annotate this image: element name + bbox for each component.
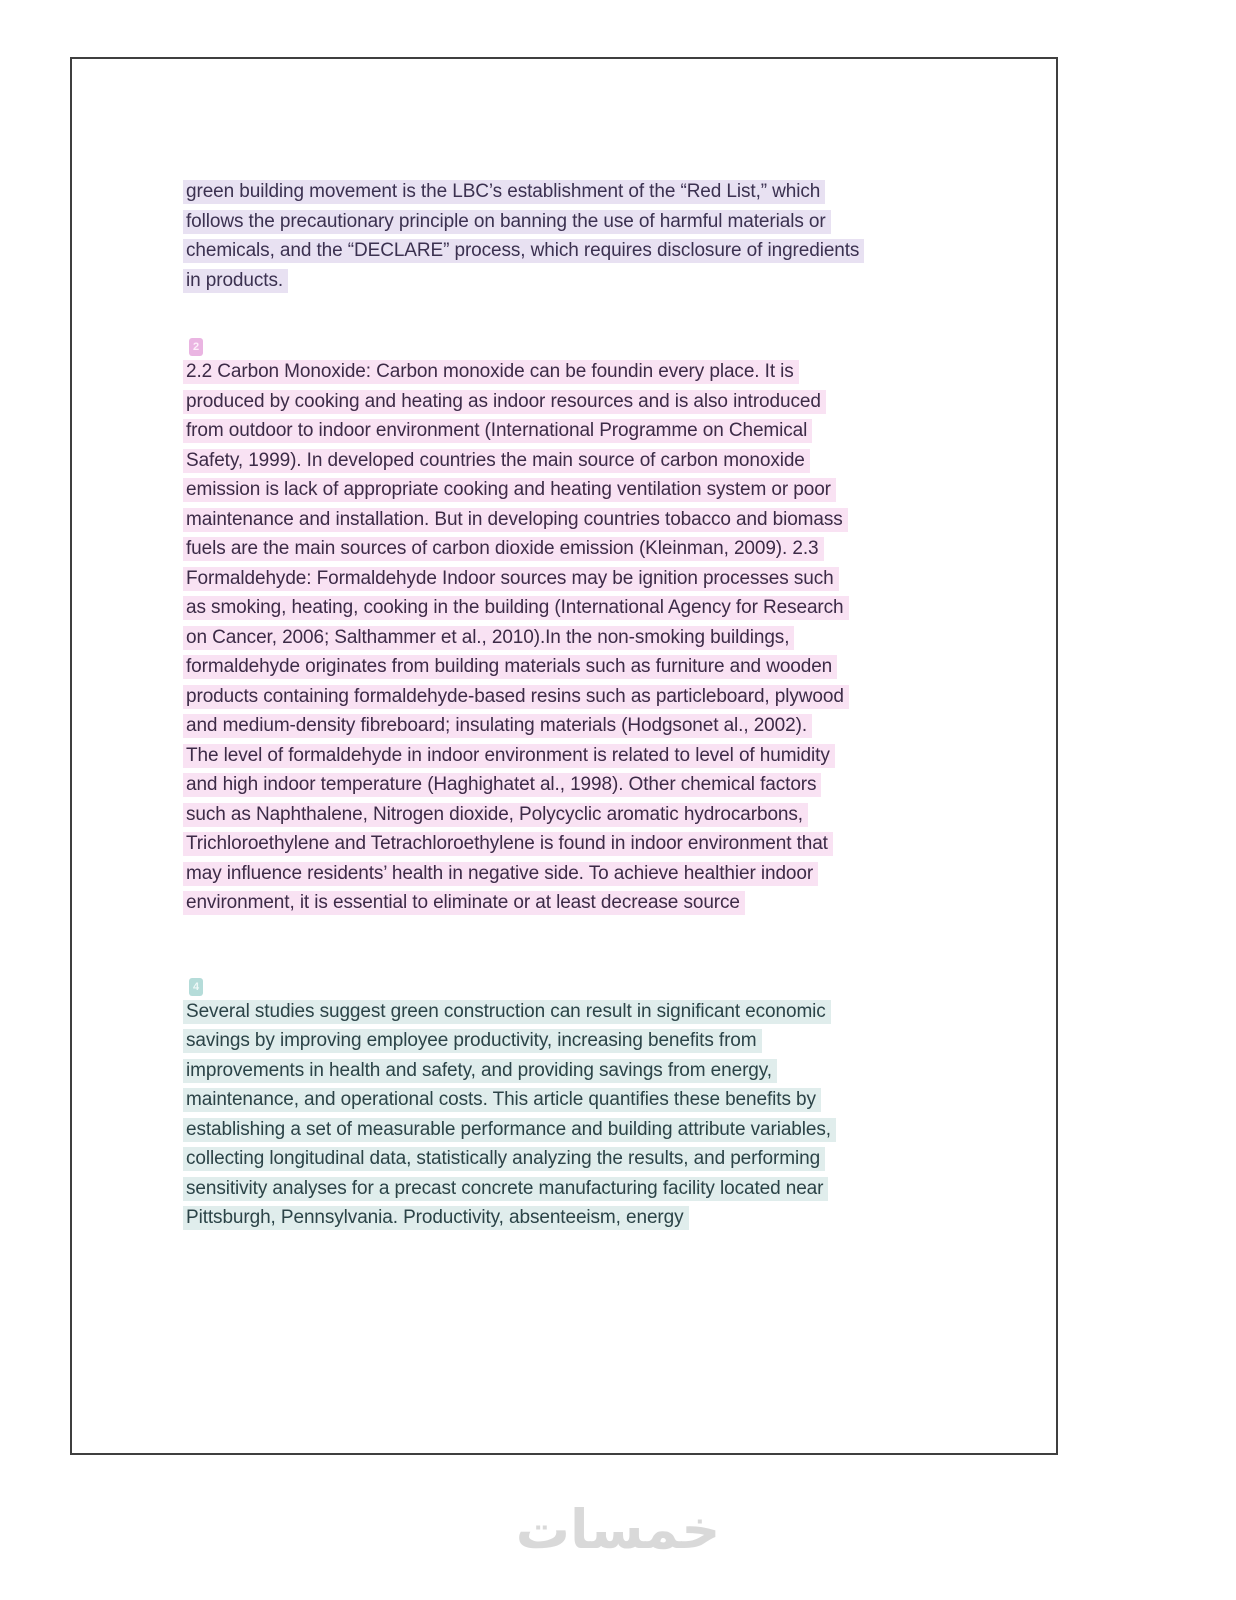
text-line: collecting longitudinal data, statistically analyzing the results, and performing — [183, 1147, 825, 1171]
text-line: in products. — [183, 269, 288, 293]
text-line: fuels are the main sources of carbon dioxide emission (Kleinman, 2009). 2.3 — [183, 537, 824, 561]
text-line: establishing a set of measurable performance and building attribute variables, — [183, 1118, 836, 1142]
khamsat-watermark: خمسات — [515, 1498, 721, 1561]
text-line: formaldehyde originates from building materials such as furniture and wooden — [183, 655, 837, 679]
paragraph-text — [186, 177, 946, 295]
document-content — [186, 59, 946, 1233]
text-line: improvements in health and safety, and providing savings from energy, — [183, 1059, 777, 1083]
text-line: green building movement is the LBC’s establishment of the “Red List,” which — [183, 180, 825, 204]
text-line: may influence residents’ health in negative side. To achieve healthier indoor — [183, 862, 818, 886]
paragraph-carbon-monoxide — [186, 338, 946, 918]
text-line: Safety, 1999). In developed countries the main source of carbon monoxide — [183, 449, 810, 473]
text-line: on Cancer, 2006; Salthammer et al., 2010).In the non-smoking buildings, — [183, 626, 794, 650]
text-line: and high indoor temperature (Haghighatet al., 1998). Other chemical factors — [183, 773, 821, 797]
highlight-badge-4: 4 — [189, 978, 203, 996]
highlight-badge-2: 2 — [189, 338, 203, 356]
paragraph-text — [186, 997, 946, 1233]
text-line: 2.2 Carbon Monoxide: Carbon monoxide can be foundin every place. It is — [183, 360, 799, 384]
document-page — [70, 57, 1058, 1455]
text-line: such as Naphthalene, Nitrogen dioxide, Polycyclic aromatic hydrocarbons, — [183, 803, 808, 827]
paragraph-green-construction — [186, 978, 946, 1233]
text-line: Pittsburgh, Pennsylvania. Productivity, absenteeism, energy — [183, 1206, 689, 1230]
text-line: sensitivity analyses for a precast concrete manufacturing facility located near — [183, 1177, 828, 1201]
text-line: chemicals, and the “DECLARE” process, which requires disclosure of ingredients — [183, 239, 864, 263]
text-line: maintenance, and operational costs. This article quantifies these benefits by — [183, 1088, 821, 1112]
text-line: savings by improving employee productivity, increasing benefits from — [183, 1029, 762, 1053]
text-line: products containing formaldehyde-based resins such as particleboard, plywood — [183, 685, 849, 709]
text-line: produced by cooking and heating as indoor resources and is also introduced — [183, 390, 826, 414]
text-line: Several studies suggest green construction can result in significant economic — [183, 1000, 831, 1024]
paragraph-green-building — [186, 177, 946, 295]
text-line: emission is lack of appropriate cooking and heating ventilation system or poor — [183, 478, 836, 502]
text-line: maintenance and installation. But in developing countries tobacco and biomass — [183, 508, 848, 532]
text-line: Trichloroethylene and Tetrachloroethylene is found in indoor environment that — [183, 832, 833, 856]
text-line: The level of formaldehyde in indoor environment is related to level of humidity — [183, 744, 835, 768]
text-line: Formaldehyde: Formaldehyde Indoor sources may be ignition processes such — [183, 567, 839, 591]
text-line: from outdoor to indoor environment (International Programme on Chemical — [183, 419, 812, 443]
paragraph-text — [186, 357, 946, 918]
text-line: follows the precautionary principle on banning the use of harmful materials or — [183, 210, 831, 234]
text-line: and medium-density fibreboard; insulating materials (Hodgsonet al., 2002). — [183, 714, 812, 738]
text-line: environment, it is essential to eliminate or at least decrease source — [183, 891, 745, 915]
text-line: as smoking, heating, cooking in the building (International Agency for Research — [183, 596, 849, 620]
